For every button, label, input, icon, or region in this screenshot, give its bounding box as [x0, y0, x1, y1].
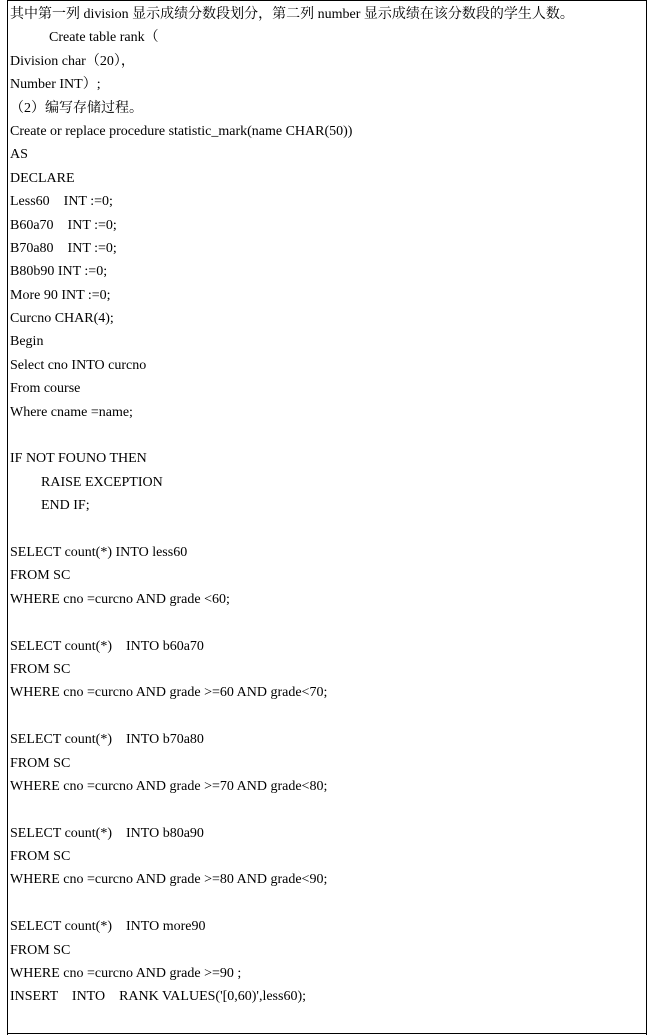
text-line: From course	[10, 381, 81, 397]
blank-line	[10, 705, 642, 728]
blank-line	[10, 424, 642, 447]
text-line: SELECT count(*) INTO less60	[10, 544, 188, 560]
text-line: INSERT INTO RANK VALUES('[0,60)',less60);	[10, 989, 307, 1005]
text-line: AS	[10, 147, 28, 163]
text-line: WHERE cno =curcno AND grade >=60 AND grade<70;	[10, 685, 328, 701]
text-line: Curcno CHAR(4);	[10, 311, 114, 327]
document-body	[10, 3, 642, 1009]
text-line: B60a70 INT :=0;	[10, 217, 117, 233]
text-line: WHERE cno =curcno AND grade <60;	[10, 591, 230, 607]
text-line: DECLARE	[10, 170, 75, 186]
text-line: Less60 INT :=0;	[10, 194, 113, 210]
text-line: RAISE EXCEPTION	[41, 474, 163, 490]
text-line: B70a80 INT :=0;	[10, 240, 117, 256]
text-line: SELECT count(*) INTO b70a80	[10, 732, 204, 748]
text-line: FROM SC	[10, 661, 71, 677]
text-line: Where cname =name;	[10, 404, 133, 420]
text-line: B80b90 INT :=0;	[10, 264, 108, 280]
text-line: Create or replace procedure statistic_mark(name CHAR(50))	[10, 123, 353, 139]
text-line: SELECT count(*) INTO more90	[10, 919, 206, 935]
text-line: FROM SC	[10, 755, 71, 771]
text-line: END IF;	[41, 498, 90, 514]
text-line: IF NOT FOUNO THEN	[10, 451, 147, 467]
text-line: SELECT count(*) INTO b80a90	[10, 825, 204, 841]
text-line: 其中第一列 division 显示成绩分数段划分，第二列 number 显示成绩在该分数段的学生人数。	[10, 7, 574, 22]
blank-line	[10, 518, 642, 541]
blank-line	[10, 798, 642, 821]
blank-line	[10, 892, 642, 915]
blank-line	[10, 611, 642, 634]
text-line: Division char（20），	[10, 53, 135, 69]
text-line: Begin	[10, 334, 44, 350]
text-line: FROM SC	[10, 849, 71, 865]
text-line: Number INT）;	[10, 77, 101, 93]
text-line: SELECT count(*) INTO b60a70	[10, 638, 204, 654]
text-line: FROM SC	[10, 942, 71, 958]
text-line: FROM SC	[10, 568, 71, 584]
text-line: WHERE cno =curcno AND grade >=80 AND grade<90;	[10, 872, 328, 888]
text-line: Select cno INTO curcno	[10, 357, 147, 373]
bottom-border	[7, 1033, 647, 1034]
top-border	[7, 0, 647, 1]
text-line: Create table rank（	[49, 30, 159, 46]
text-line: More 90 INT :=0;	[10, 287, 111, 303]
text-line: WHERE cno =curcno AND grade >=90 ;	[10, 966, 242, 982]
text-line: （2）编写存储过程。	[10, 100, 143, 116]
text-line: WHERE cno =curcno AND grade >=70 AND grade<80;	[10, 778, 328, 794]
